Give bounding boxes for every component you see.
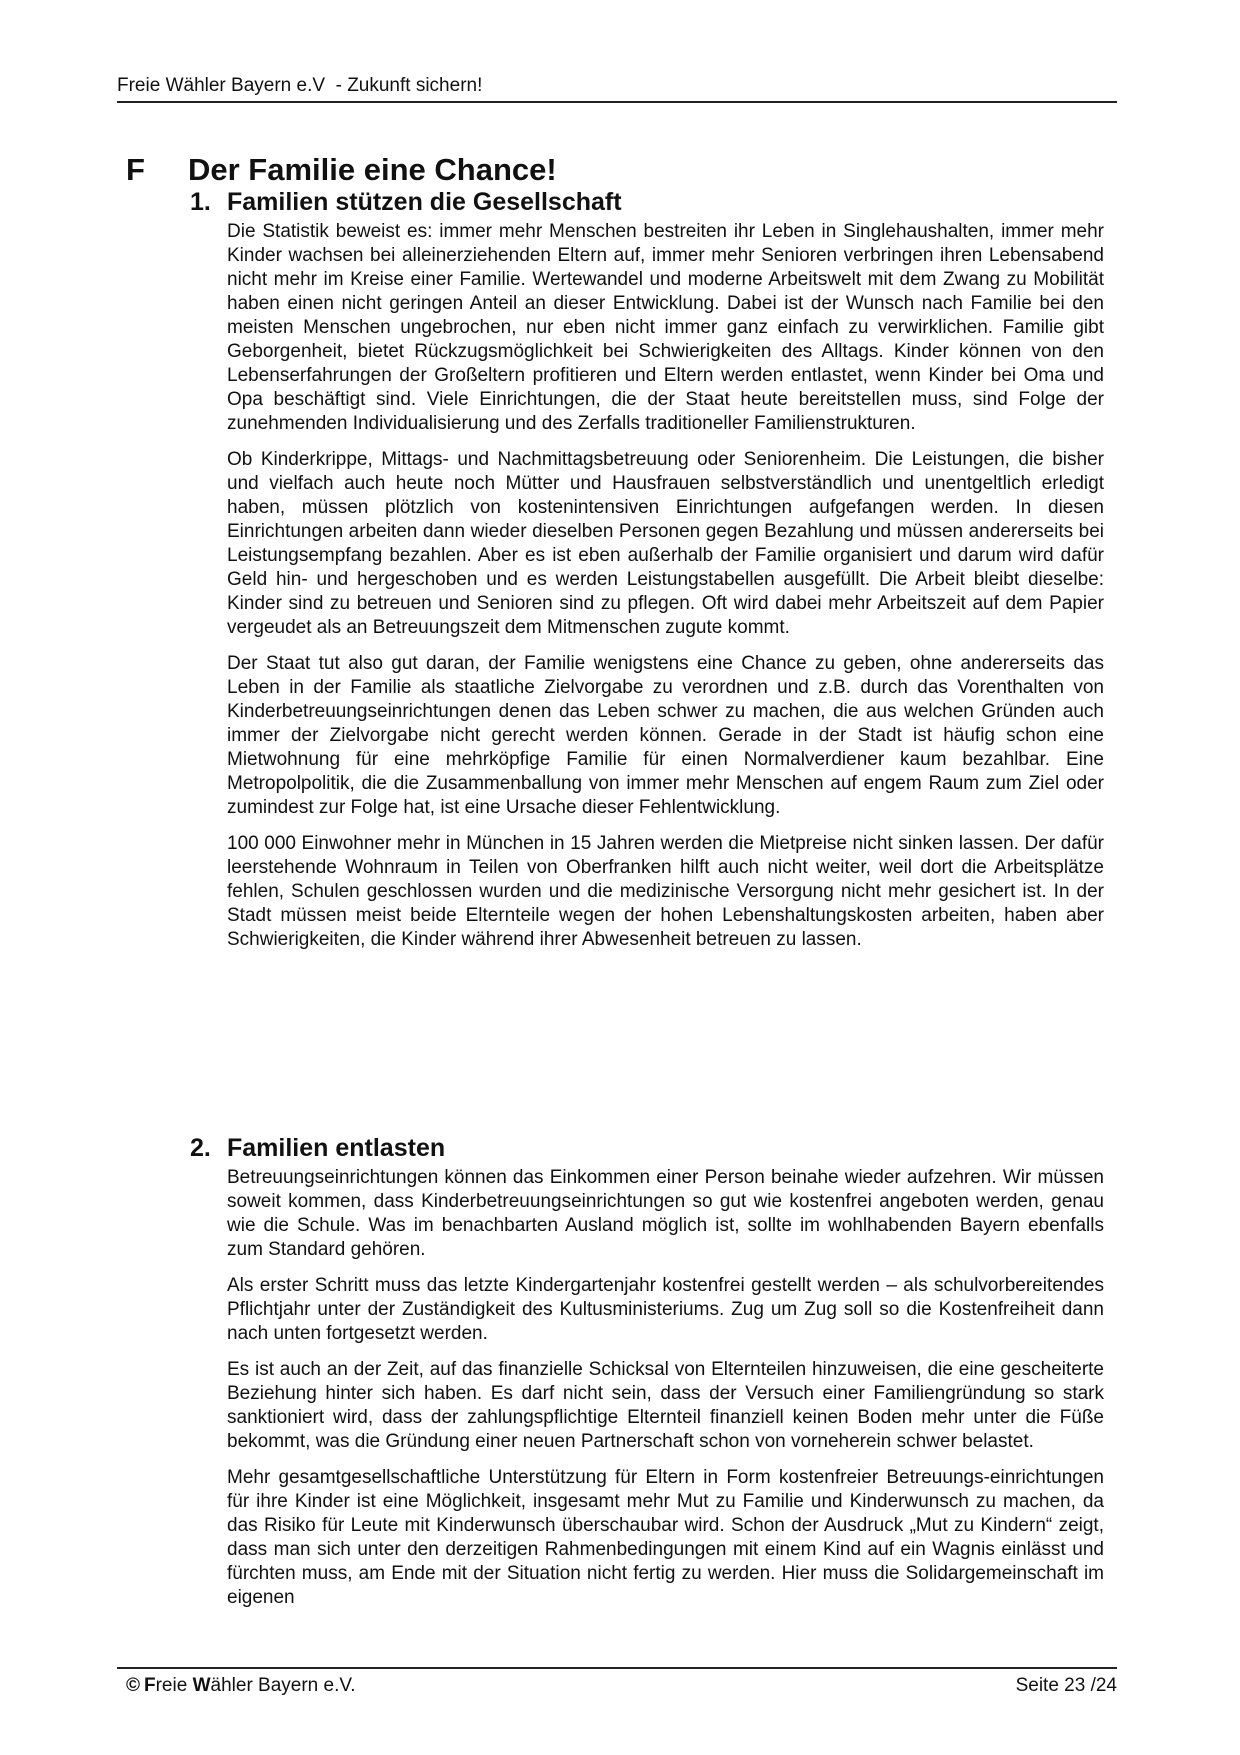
footer-org-initial: W — [192, 1675, 211, 1696]
footer-organization — [126, 1673, 356, 1699]
paragraph: Der Staat tut also gut daran, der Familie wenigstens eine Chance zu geben, ohne andererseits das Leben in der Familie als staatliche Zielvorgabe zu verordnen und z.B. durch das Vorenthalten von Kinderbetreuungseinrichtungen denen das Leben schwer zu machen, die aus welchen Gründen auch immer der Zielvorgabe nicht gerecht werden können. Gerade in der Stadt ist häufig schon eine Mietwohnung für eine mehrköpfige Familie für einen Normalverdiener kaum bezahlbar. Eine Metropolpolitik, die die Zusammenballung von immer mehr Menschen auf engem Raum zum Ziel oder zumindest zur Folge hat, ist eine Ursache dieser Fehlentwicklung. — [227, 653, 1104, 818]
paragraph: Betreuungseinrichtungen können das Einkommen einer Person beinahe wieder aufzehren. Wir müssen soweit kommen, dass Kinderbetreuungseinrichtungen so gut wie kostenfrei angeboten werden, genau wie die Schule. Was im benachbarten Ausland möglich ist, sollte im wohlhabenden Bayern ebenfalls zum Standard gehören. — [227, 1167, 1104, 1260]
paragraph: 100 000 Einwohner mehr in München in 15 Jahren werden die Mietpreise nicht sinken lassen. Der dafür leerstehende Wohnraum in Teilen von Oberfranken hilft auch nicht weiter, weil dort die Arbeitsplätze fehlen, Schulen geschlossen wurden und die medizinische Versorgung nicht mehr gesichert ist. In der Stadt müssen meist beide Elternteile wegen der hohen Lebenshaltungskosten arbeiten, haben aber Schwierigkeiten, die Kinder während ihrer Abwesenheit betreuen zu lassen. — [227, 833, 1104, 950]
paragraph: Mehr gesamtgesellschaftliche Unterstützung für Eltern in Form kostenfreier Betreuungs-einrichtungen für ihre Kinder ist eine Möglichkeit, insgesamt mehr Mut zu Familie und Kinderwunsch zu machen, da das Risiko für Leute mit Kinderwunsch überschaubar wird. Schon der Ausdruck „Mut zu Kindern“ zeigt, dass man sich unter den derzeitigen Rahmenbedingungen mit einem Kind auf ein Wagnis einlässt und fürchten muss, am Ende mit der Situation nicht fertig zu werden. Hier muss die Solidargemeinschaft im eigenen — [227, 1467, 1104, 1608]
footer-org-text: reie — [155, 1675, 193, 1696]
page-number: Seite 23 /24 — [1015, 1675, 1117, 1696]
footer-org-initial: F — [144, 1675, 156, 1696]
paragraph: Es ist auch an der Zeit, auf das finanzielle Schicksal von Elternteilen hinzuweisen, die eine gescheiterte Beziehung hinter sich haben. Es darf nicht sein, dass der Versuch einer Familiengründung so stark sanktioniert wird, dass der zahlungspflichtige Elternteil finanziell keinen Boden mehr unter die Füße bekommt, was die Gründung einer neuen Partnerschaft schon von vorneherein schwer belastet. — [227, 1359, 1104, 1452]
section-heading-2 — [190, 1132, 445, 1164]
section-heading-1 — [190, 186, 622, 218]
section-body-2 — [227, 1166, 1104, 1610]
paragraph: Ob Kinderkrippe, Mittags- und Nachmittagsbetreuung oder Seniorenheim. Die Leistungen, die bisher und vielfach auch heute noch Mütter und Hausfrauen selbstverständlich und unentgeltlich erledigt haben, müssen plötzlich von kostenintensiven Einrichtungen aufgefangen werden. In diesen Einrichtungen arbeiten dann wieder dieselben Personen gegen Bezahlung und müssen andererseits bei Leistungsempfang bezahlen. Aber es ist eben außerhalb der Familie organisiert und darum wird dafür Geld hin- und hergeschoben und es werden Leistungstabellen ausgefüllt. Die Arbeit bleibt dieselbe: Kinder sind zu betreuen und Senioren sind zu pflegen. Oft wird dabei mehr Arbeitszeit auf dem Papier vergeudet als an Betreuungszeit dem Mitmenschen zugute kommt. — [227, 449, 1104, 638]
copyright-icon: © — [126, 1675, 140, 1696]
section-number: 2. — [190, 1134, 211, 1162]
footer-divider — [117, 1667, 1117, 1669]
paragraph: Als erster Schritt muss das letzte Kindergartenjahr kostenfrei gestellt werden – als schulvorbereitendes Pflichtjahr unter der Zuständigkeit des Kultusministeriums. Zug um Zug soll so die Kostenfreiheit dann nach unten fortgesetzt werden. — [227, 1275, 1104, 1344]
header-divider — [117, 101, 1117, 103]
section-title: Familien stützen die Gesellschaft — [227, 188, 622, 216]
section-body-1 — [227, 220, 1104, 952]
chapter-title: Der Familie eine Chance! — [188, 152, 557, 187]
page-header: Freie Wähler Bayern e.V - Zukunft sichern! — [117, 75, 483, 96]
chapter-letter: F — [126, 152, 145, 187]
paragraph: Die Statistik beweist es: immer mehr Menschen bestreiten ihr Leben in Singlehaushalten, immer mehr Kinder wachsen bei alleinerziehenden Eltern auf, immer mehr Senioren verbringen ihren Lebensabend nicht mehr im Kreise einer Familie. Wertewandel und moderne Arbeitswelt mit dem Zwang zu Mobilität haben einen nicht geringen Anteil an dieser Entwicklung. Dabei ist der Wunsch nach Familie bei den meisten Menschen ungebrochen, nur eben nicht immer ganz einfach zu verwirklichen. Familie gibt Geborgenheit, bietet Rückzugsmöglichkeit bei Schwierigkeiten des Alltags. Kinder können von den Lebenserfahrungen der Großeltern profitieren und Eltern werden entlastet, wenn Kinder bei Oma und Opa beschäftigt sind. Viele Einrichtungen, die der Staat heute bereitstellen muss, sind Folge der zunehmenden Individualisierung und des Zerfalls traditioneller Familienstrukturen. — [227, 221, 1104, 434]
section-number: 1. — [190, 188, 211, 216]
footer-org-text: ähler Bayern e.V. — [210, 1675, 356, 1696]
section-title: Familien entlasten — [227, 1134, 446, 1162]
page-footer — [126, 1673, 1117, 1699]
